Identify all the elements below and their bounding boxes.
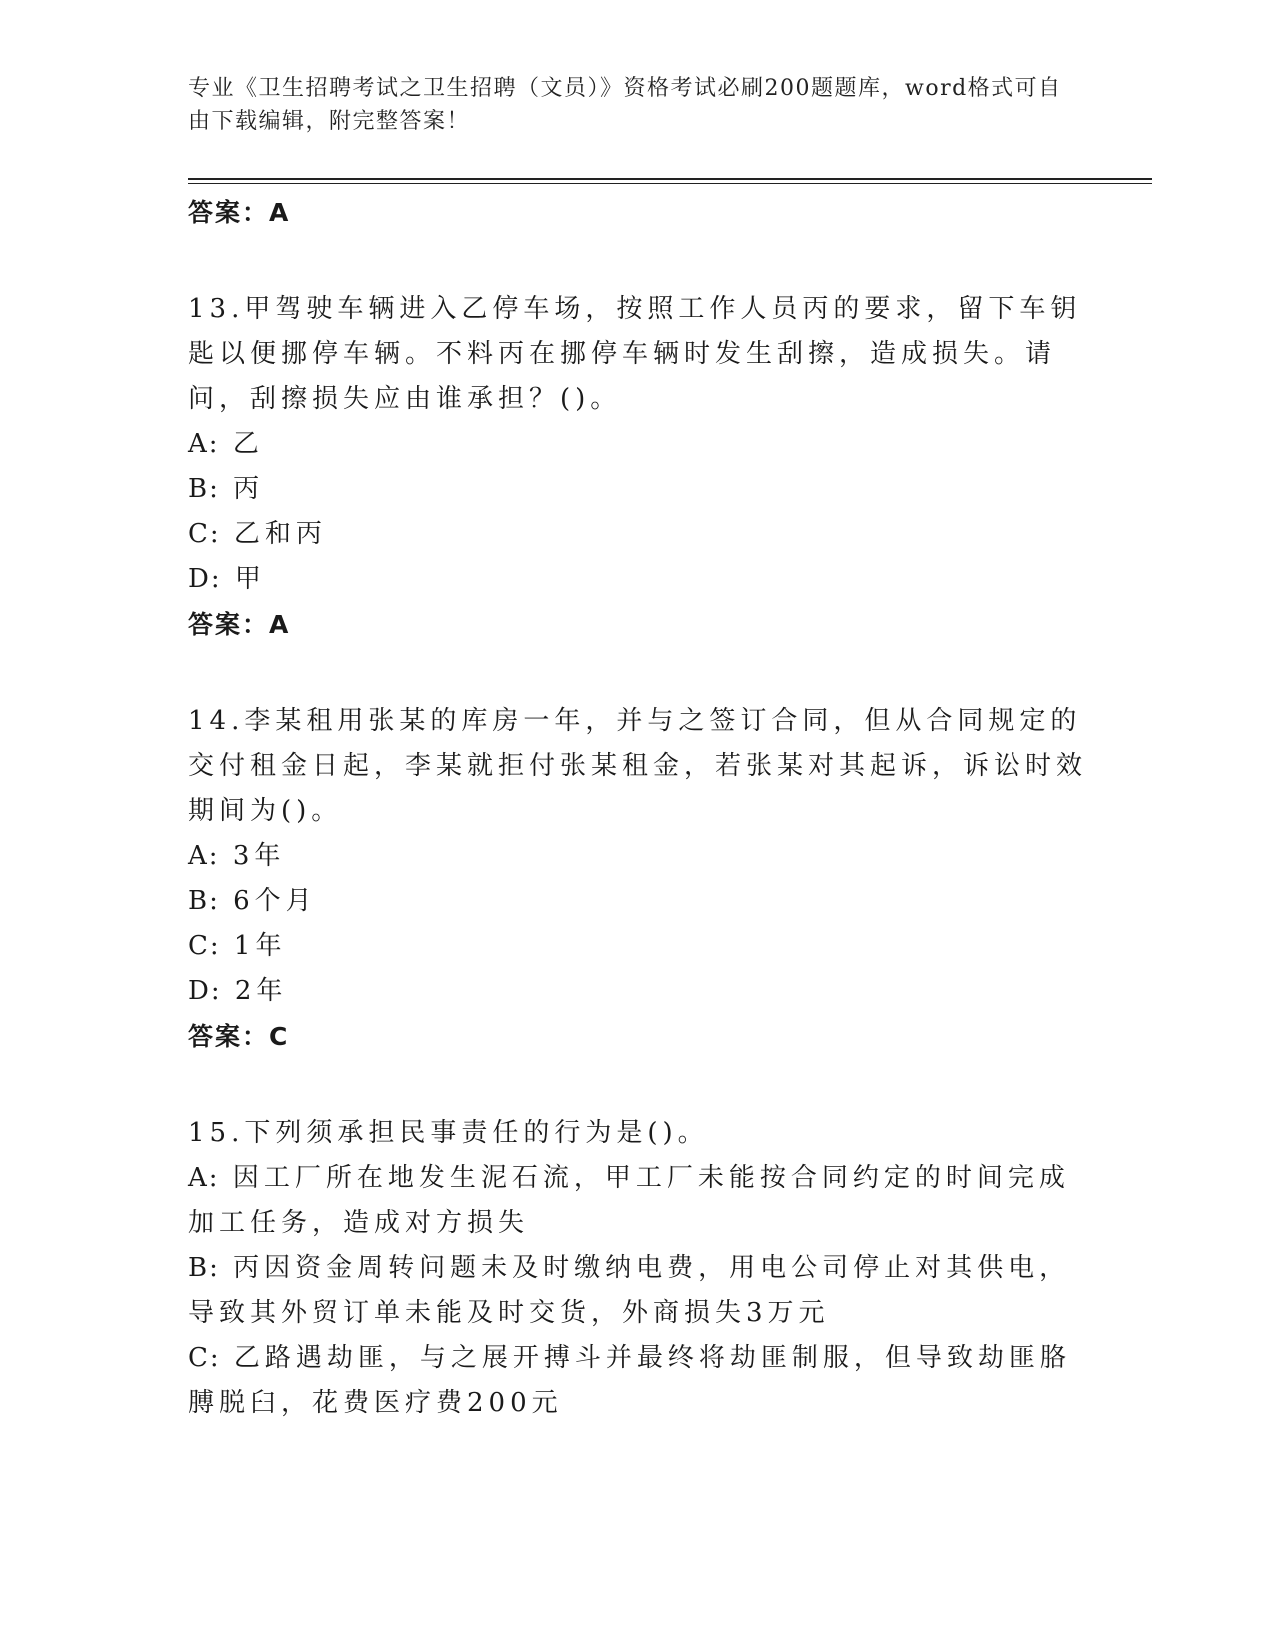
option-text: 因工厂所在地发生泥石流，甲工厂未能按合同约定的时间完成加工任务，造成对方损失 [188, 1163, 1070, 1238]
answer-line: 答案：C [188, 1022, 290, 1051]
option-text: 丙 [233, 474, 265, 504]
option-text: 1年 [233, 931, 287, 961]
option-key: A: [188, 1163, 220, 1193]
option-c [188, 1336, 1088, 1426]
option-key: D: [188, 564, 222, 594]
option-key: A: [188, 429, 220, 459]
option-key: B: [188, 886, 220, 916]
question-stem: 13.甲驾驶车辆进入乙停车场，按照工作人员丙的要求，留下车钥匙以便挪停车辆。不料丙在挪停车辆时发生刮擦，造成损失。请问，刮擦损失应由谁承担？()。 [188, 294, 1082, 414]
option-key: B: [188, 474, 220, 504]
header-rule-thick [188, 178, 1152, 180]
option-text: 2年 [234, 976, 288, 1006]
header-rule-thin [188, 183, 1152, 184]
option-a [188, 834, 1088, 879]
question-stem: 15.下列须承担民事责任的行为是()。 [188, 1118, 709, 1148]
question-14 [188, 699, 1088, 1059]
question-13 [188, 287, 1088, 647]
option-key: C: [188, 1343, 221, 1373]
option-key: D: [188, 976, 222, 1006]
option-a [188, 422, 1088, 467]
option-key: C: [188, 519, 221, 549]
option-text: 3年 [232, 841, 286, 871]
question-15 [188, 1111, 1088, 1426]
option-text: 甲 [234, 564, 266, 594]
option-d [188, 969, 1088, 1014]
option-key: C: [188, 931, 221, 961]
option-text: 乙路遇劫匪，与之展开搏斗并最终将劫匪制服，但导致劫匪胳膊脱臼，花费医疗费200元 [188, 1343, 1071, 1418]
option-c [188, 512, 1088, 557]
question-list [188, 190, 1088, 1426]
option-key: A: [188, 841, 220, 871]
option-d [188, 557, 1088, 602]
option-text: 6个月 [233, 886, 317, 916]
option-b [188, 1246, 1088, 1336]
option-b [188, 467, 1088, 512]
answer-line: 答案：A [188, 198, 291, 227]
answer-line: 答案：A [188, 610, 291, 639]
option-key: B: [188, 1253, 220, 1283]
option-c [188, 924, 1088, 969]
option-b [188, 879, 1088, 924]
option-text: 丙因资金周转问题未及时缴纳电费，用电公司停止对其供电，导致其外贸订单未能及时交货，外商损失3万元 [188, 1253, 1071, 1328]
option-text: 乙和丙 [233, 519, 327, 549]
option-a [188, 1156, 1088, 1246]
page-header: 专业《卫生招聘考试之卫生招聘（文员）》资格考试必刷200题题库，word格式可自由下载编辑，附完整答案！ [188, 76, 1062, 134]
option-text: 乙 [232, 429, 264, 459]
question-stem: 14.李某租用张某的库房一年，并与之签订合同，但从合同规定的交付租金日起，李某就拒付张某租金，若张某对其起诉，诉讼时效期间为()。 [188, 706, 1088, 826]
